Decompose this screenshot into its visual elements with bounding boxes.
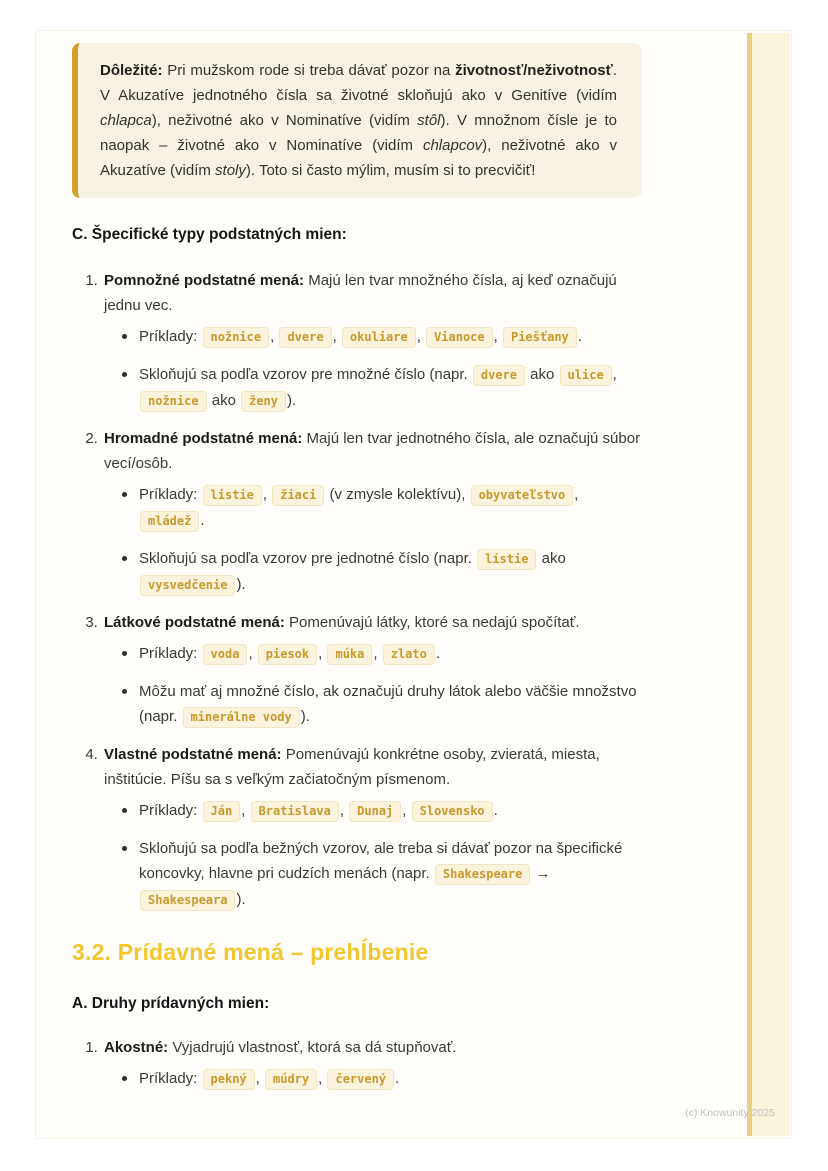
code-chip: zlato bbox=[383, 644, 435, 665]
code-chip: červený bbox=[327, 1069, 394, 1090]
bullet-item: Príklady: pekný , múdry , červený . bbox=[120, 1066, 642, 1092]
code-chip: vysvedčenie bbox=[140, 575, 235, 596]
bullet-item: Skloňujú sa podľa vzorov pre množné číslo (napr. dvere ako ulice , nožnice ako ženy ). bbox=[120, 362, 642, 414]
chapter-heading: 3.2. Prídavné mená – prehĺbenie bbox=[72, 939, 429, 965]
sub-bullet-list bbox=[104, 1066, 642, 1092]
list-item-lead: 1. Akostné: Vyjadrujú vlastnosť, ktorá sa dá stupňovať. bbox=[104, 1039, 457, 1056]
bullet-item: Príklady: listie , žiaci (v zmysle kolektívu), obyvateľstvo , mládež . bbox=[120, 482, 642, 534]
list-item-lead: 2. Hromadné podstatné mená: Majú len tvar jednotného čísla, ale označujú súbor vecí/osôb. bbox=[104, 430, 641, 472]
list-item-lead: 1. Pomnožné podstatné mená: Majú len tvar množného čísla, aj keď označujú jednu vec. bbox=[104, 272, 617, 314]
noun-types-list bbox=[72, 268, 642, 913]
code-chip: listie bbox=[203, 485, 262, 506]
code-chip: žiaci bbox=[272, 485, 324, 506]
sub-bullet-list bbox=[104, 324, 642, 414]
code-chip: Bratislava bbox=[251, 801, 339, 822]
code-chip: dvere bbox=[279, 327, 331, 348]
code-chip: voda bbox=[203, 644, 248, 665]
page-margin-band bbox=[747, 33, 790, 1136]
sub-bullet-list bbox=[104, 798, 642, 913]
bullet-item: Môžu mať aj množné číslo, ak označujú druhy látok alebo väčšie množstvo (napr. minerálne vody ). bbox=[120, 679, 642, 730]
copyright-text: (c) Knowunity 2025 bbox=[685, 1107, 775, 1119]
bullet-item: Skloňujú sa podľa vzorov pre jednotné číslo (napr. lístie ako vysvedčenie ). bbox=[120, 546, 642, 598]
document-page bbox=[35, 30, 792, 1139]
code-chip: Ján bbox=[203, 801, 241, 822]
code-chip: Dunaj bbox=[349, 801, 401, 822]
bullet-item: Príklady: voda , piesok , múka , zlato . bbox=[120, 641, 642, 667]
list-item-latkove bbox=[102, 610, 642, 730]
code-chip: ženy bbox=[241, 391, 286, 412]
code-chip: Shakespeara bbox=[140, 890, 235, 911]
code-chip: obyvateľstvo bbox=[471, 485, 574, 506]
code-chip: múka bbox=[327, 644, 372, 665]
code-chip: Shakespeare bbox=[435, 864, 530, 885]
list-item-hromadne bbox=[102, 426, 642, 598]
code-chip: múdry bbox=[265, 1069, 317, 1090]
bullet-item: Skloňujú sa podľa bežných vzorov, ale treba si dávať pozor na špecifické koncovky, hlavne pri cudzích menách (napr. Shakespeare → Shakespeara ). bbox=[120, 836, 642, 913]
adjective-types-list bbox=[72, 1035, 642, 1092]
page-content bbox=[36, 31, 642, 1092]
code-chip: mládež bbox=[140, 511, 199, 532]
list-item-pomnozne bbox=[102, 268, 642, 414]
code-chip: nožnice bbox=[140, 391, 207, 412]
list-item-lead: 3. Látkové podstatné mená: Pomenúvajú látky, ktoré sa nedajú spočítať. bbox=[104, 614, 580, 631]
code-chip: dvere bbox=[473, 365, 525, 386]
code-chip: Slovensko bbox=[412, 801, 493, 822]
list-item-vlastne bbox=[102, 742, 642, 913]
sub-bullet-list bbox=[104, 482, 642, 598]
section-heading-a: A. Druhy prídavných mien: bbox=[72, 995, 270, 1012]
callout-text: Dôležité: Pri mužskom rode si treba dávať pozor na životnosť/neživotnosť. V Akuzatíve jednotného čísla sa životné skloňujú ako v Genitíve (vidím chlapca), neživotné ako v Nominatíve (vidím stôl). V množnom čísle je to naopak – životné ako v Nominatíve (vidím chlapcov), neživotné ako v Akuzatíve (vidím stoly). Toto si často mýlim, musím si to precvičiť! bbox=[100, 62, 617, 179]
section-heading-c: C. Špecifické typy podstatných mien: bbox=[72, 226, 347, 243]
code-chip: nožnice bbox=[203, 327, 270, 348]
code-chip: ulice bbox=[560, 365, 612, 386]
code-chip: pekný bbox=[203, 1069, 255, 1090]
code-chip: Vianoce bbox=[426, 327, 493, 348]
code-chip: minerálne vody bbox=[183, 707, 300, 728]
code-chip: okuliare bbox=[342, 327, 416, 348]
bullet-item: Príklady: Ján , Bratislava , Dunaj , Slovensko . bbox=[120, 798, 642, 824]
list-item-lead: 4. Vlastné podstatné mená: Pomenúvajú konkrétne osoby, zvieratá, miesta, inštitúcie. Píšu sa s veľkým začiatočným písmenom. bbox=[104, 746, 600, 788]
sub-bullet-list bbox=[104, 641, 642, 730]
bullet-item: Príklady: nožnice , dvere , okuliare , Vianoce , Piešťany . bbox=[120, 324, 642, 350]
important-callout bbox=[72, 43, 642, 198]
code-chip: Piešťany bbox=[503, 327, 577, 348]
code-chip: lístie bbox=[477, 549, 536, 570]
list-item-akostne bbox=[102, 1035, 642, 1092]
code-chip: piesok bbox=[258, 644, 317, 665]
